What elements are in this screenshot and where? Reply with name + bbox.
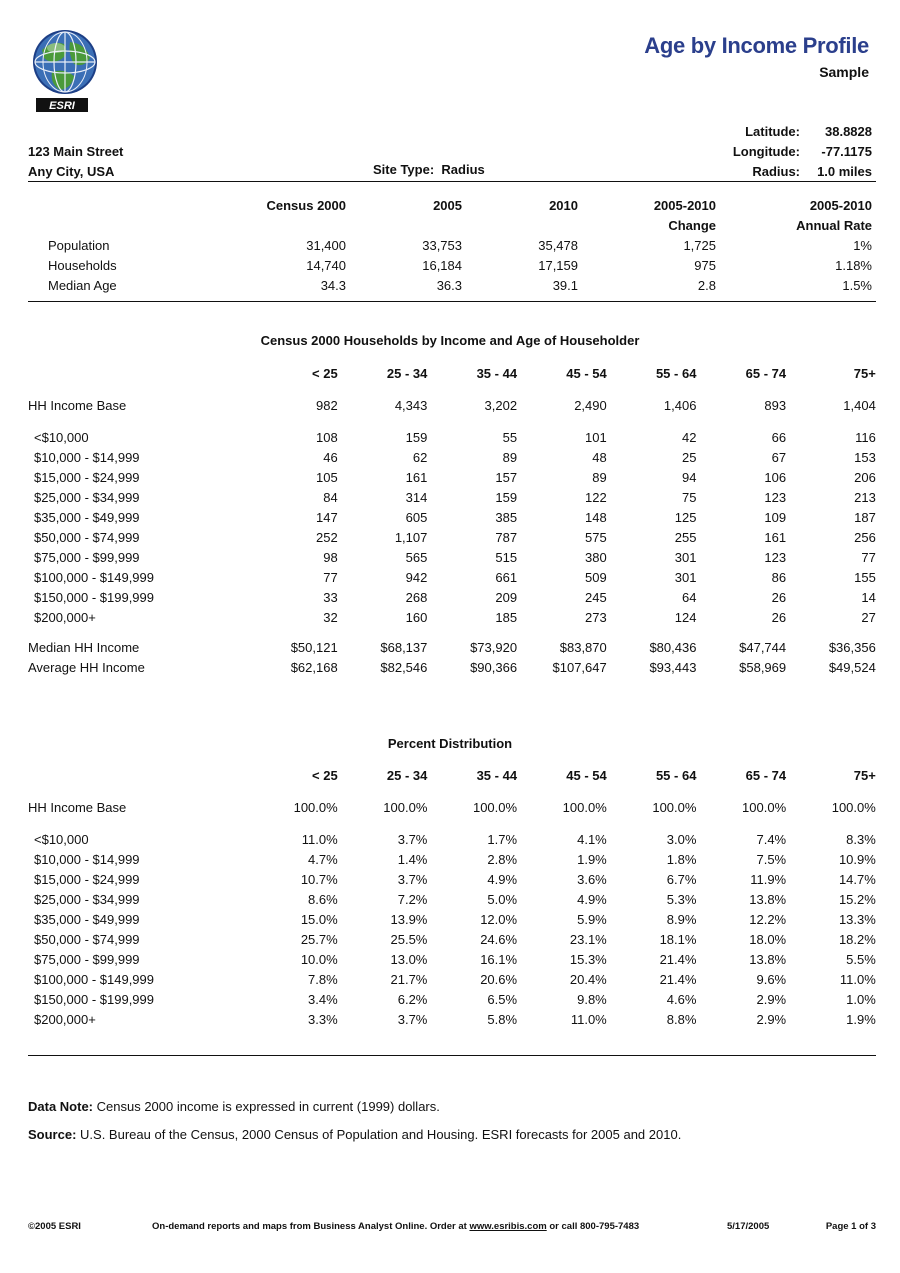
cell: 106 xyxy=(764,470,787,485)
cell: 13.9% xyxy=(390,912,428,927)
site-coordinates xyxy=(733,122,872,182)
cell: 3.7% xyxy=(397,872,428,887)
cell: 565 xyxy=(405,550,428,565)
cell: 268 xyxy=(405,590,428,605)
table-row xyxy=(28,608,876,628)
cell: 89 xyxy=(502,450,518,465)
cell: 942 xyxy=(405,570,428,585)
cell: 4.9% xyxy=(577,892,607,907)
cell: 48 xyxy=(592,450,607,465)
census-table-title: Census 2000 Households by Income and Age of Householder xyxy=(260,333,640,348)
site-type-label: Site Type: xyxy=(373,162,435,177)
cell: $68,137 xyxy=(380,640,428,655)
summary-row-households: Households 14,740 16,184 17,159 975 1.18% xyxy=(48,258,872,273)
row-label: $150,000 - $199,999 xyxy=(34,992,154,1007)
cell: 11.0% xyxy=(839,972,876,987)
cell: 77 xyxy=(323,570,338,585)
table-row xyxy=(28,568,876,588)
cell: 13.3% xyxy=(838,912,876,927)
row-label: $35,000 - $49,999 xyxy=(34,510,140,525)
cell: 256 xyxy=(854,530,876,545)
cell: 11.0% xyxy=(570,1012,607,1027)
summary-col-2005: 2005 xyxy=(433,198,462,213)
cell: 16.1% xyxy=(480,952,518,967)
cell: 27 xyxy=(861,610,876,625)
cell: 122 xyxy=(585,490,607,505)
cell: 5.3% xyxy=(666,892,697,907)
cell: 245 xyxy=(585,590,607,605)
cell: 7.8% xyxy=(308,972,338,987)
cell: 575 xyxy=(585,530,607,545)
row-label: $100,000 - $149,999 xyxy=(34,972,154,987)
cell: 8.8% xyxy=(666,1012,697,1027)
table-row xyxy=(28,870,876,890)
cell: 108 xyxy=(315,430,338,445)
cell: 89 xyxy=(592,470,607,485)
svg-text:ESRI: ESRI xyxy=(49,100,75,112)
cell: 5.5% xyxy=(846,952,876,967)
cell: 25 - 34 xyxy=(386,366,428,381)
table-header xyxy=(28,364,876,384)
cell: 8.3% xyxy=(846,832,876,847)
cell: 161 xyxy=(405,470,428,485)
table-row-base xyxy=(28,798,876,818)
row-label: $100,000 - $149,999 xyxy=(34,570,154,585)
percent-distribution-table xyxy=(28,766,876,1030)
cell: 2,490 xyxy=(574,398,607,413)
cell: 148 xyxy=(585,510,607,525)
row-label: $35,000 - $49,999 xyxy=(34,912,140,927)
cell: 23.1% xyxy=(569,932,607,947)
summary-col-change: 2005-2010 Change xyxy=(653,198,716,233)
cell: 787 xyxy=(495,530,518,545)
row-label: Median HH Income xyxy=(28,640,140,655)
cell: 385 xyxy=(495,510,518,525)
cell: 314 xyxy=(405,490,428,505)
cell: 45 - 54 xyxy=(566,768,607,783)
cell: 4.6% xyxy=(666,992,697,1007)
cell: 24.6% xyxy=(480,932,518,947)
divider xyxy=(28,181,876,182)
cell: 125 xyxy=(674,510,697,525)
cell: 13.8% xyxy=(749,952,787,967)
cell: 100.0% xyxy=(472,800,518,815)
summary-table xyxy=(28,196,876,296)
summary-row-median-age: Median Age 34.3 36.3 39.1 2.8 1.5% xyxy=(48,278,872,293)
table-row xyxy=(28,548,876,568)
cell: $47,744 xyxy=(739,640,787,655)
cell: 100.0% xyxy=(831,800,876,815)
divider xyxy=(28,1055,876,1056)
data-note xyxy=(28,1099,440,1114)
radius-value: 1.0 miles xyxy=(817,164,872,179)
cell: 3,202 xyxy=(484,398,518,413)
cell: < 25 xyxy=(312,768,338,783)
address-line-2: Any City, USA xyxy=(28,164,115,179)
source-note xyxy=(28,1127,681,1142)
cell: 159 xyxy=(495,490,518,505)
cell: 1.4% xyxy=(397,852,428,867)
site-address xyxy=(28,142,123,182)
row-label: $15,000 - $24,999 xyxy=(34,470,140,485)
cell: 4.9% xyxy=(487,872,518,887)
cell: 380 xyxy=(585,550,607,565)
cell: 20.6% xyxy=(480,972,518,987)
cell: 13.8% xyxy=(749,892,787,907)
table-row xyxy=(28,488,876,508)
cell: 101 xyxy=(585,430,607,445)
cell: 4.7% xyxy=(308,852,338,867)
cell: $58,969 xyxy=(739,660,787,675)
cell: 65 - 74 xyxy=(745,366,787,381)
table-row xyxy=(28,950,876,970)
cell: 7.5% xyxy=(756,852,787,867)
cell: 55 - 64 xyxy=(655,768,697,783)
cell: 5.9% xyxy=(577,912,607,927)
cell: 15.2% xyxy=(838,892,876,907)
percent-table-title: Percent Distribution xyxy=(387,736,513,751)
cell: 4.1% xyxy=(577,832,607,847)
cell: 15.0% xyxy=(300,912,338,927)
cell: 1,107 xyxy=(394,530,428,545)
cell: 55 - 64 xyxy=(655,366,697,381)
cell: 105 xyxy=(315,470,338,485)
row-label: $25,000 - $34,999 xyxy=(34,490,140,505)
cell: 3.3% xyxy=(308,1012,338,1027)
cell: 1.7% xyxy=(487,832,518,847)
cell: 10.7% xyxy=(300,872,338,887)
row-label: Average HH Income xyxy=(28,660,145,675)
cell: 157 xyxy=(495,470,518,485)
census-income-age-table xyxy=(28,364,876,678)
row-label: $15,000 - $24,999 xyxy=(34,872,140,887)
cell: 3.0% xyxy=(666,832,697,847)
table-row-average xyxy=(28,658,876,678)
cell: 6.7% xyxy=(666,872,697,887)
cell: 123 xyxy=(764,550,787,565)
cell: 11.0% xyxy=(301,832,338,847)
cell: 3.4% xyxy=(308,992,338,1007)
summary-col-2010: 2010 xyxy=(549,198,578,213)
row-label: $200,000+ xyxy=(34,1012,96,1027)
cell: 55 xyxy=(502,430,518,445)
cell: $90,366 xyxy=(470,660,518,675)
table-row xyxy=(28,930,876,950)
cell: 159 xyxy=(405,430,428,445)
cell: 64 xyxy=(681,590,697,605)
cell: 32 xyxy=(323,610,338,625)
cell: 155 xyxy=(854,570,876,585)
row-label: $10,000 - $14,999 xyxy=(34,450,140,465)
row-label: HH Income Base xyxy=(28,398,127,413)
cell: 147 xyxy=(315,510,338,525)
cell: 26 xyxy=(771,590,787,605)
cell: 187 xyxy=(854,510,876,525)
cell: 109 xyxy=(764,510,787,525)
cell: 153 xyxy=(854,450,876,465)
cell: 5.0% xyxy=(487,892,518,907)
summary-col-annual-rate: 2005-2010 Annual Rate xyxy=(796,198,872,233)
cell: 3.6% xyxy=(577,872,607,887)
cell: $83,870 xyxy=(559,640,607,655)
cell: 9.6% xyxy=(756,972,787,987)
table-row xyxy=(28,850,876,870)
cell: 3.7% xyxy=(397,832,428,847)
cell: 12.0% xyxy=(480,912,518,927)
cell: 35 - 44 xyxy=(476,366,518,381)
table-row xyxy=(28,1010,876,1030)
row-label: <$10,000 xyxy=(34,430,89,445)
cell: $73,920 xyxy=(470,640,518,655)
cell: 2.8% xyxy=(487,852,518,867)
summary-col-census2000: Census 2000 xyxy=(266,198,346,213)
cell: 1.8% xyxy=(666,852,697,867)
cell: $50,121 xyxy=(290,640,338,655)
cell: 5.8% xyxy=(487,1012,518,1027)
table-row-base xyxy=(28,396,876,416)
cell: $80,436 xyxy=(649,640,697,655)
row-label xyxy=(28,364,248,384)
cell: 3.7% xyxy=(397,1012,428,1027)
cell: 77 xyxy=(861,550,876,565)
cell: 94 xyxy=(681,470,697,485)
summary-header xyxy=(28,196,876,236)
cell: 15.3% xyxy=(569,952,607,967)
row-label: $75,000 - $99,999 xyxy=(34,952,140,967)
cell: 20.4% xyxy=(569,972,607,987)
cell: 35 - 44 xyxy=(476,768,518,783)
cell: 18.1% xyxy=(659,932,697,947)
report-date: 5/17/2005 xyxy=(727,1221,770,1232)
source-label: Source: xyxy=(28,1127,77,1142)
cell: 605 xyxy=(405,510,428,525)
longitude-value: -77.1175 xyxy=(821,144,872,159)
cell: 1,404 xyxy=(843,398,876,413)
cell: $49,524 xyxy=(828,660,876,675)
cell: 100.0% xyxy=(293,800,338,815)
cell: 206 xyxy=(854,470,876,485)
cell: 66 xyxy=(771,430,787,445)
cell: 11.9% xyxy=(750,872,787,887)
source-text: U.S. Bureau of the Census, 2000 Census of Population and Housing. ESRI forecasts for 2005 and 2010. xyxy=(80,1127,682,1142)
cell: 301 xyxy=(674,550,697,565)
cell: $62,168 xyxy=(290,660,338,675)
table-row xyxy=(28,910,876,930)
cell: 2.9% xyxy=(756,992,787,1007)
cell: 124 xyxy=(674,610,697,625)
cell: 67 xyxy=(771,450,787,465)
cell: 12.2% xyxy=(749,912,787,927)
table-row xyxy=(28,508,876,528)
cell: 4,343 xyxy=(394,398,428,413)
globe-icon xyxy=(30,28,100,114)
cell: 75+ xyxy=(853,768,876,783)
row-label: $50,000 - $74,999 xyxy=(34,932,140,947)
cell: 75 xyxy=(681,490,697,505)
cell: 13.0% xyxy=(390,952,428,967)
cell: 893 xyxy=(764,398,787,413)
latitude-label: Latitude: xyxy=(745,124,800,139)
cell: 2.9% xyxy=(756,1012,787,1027)
latitude-value: 38.8828 xyxy=(825,124,872,139)
address-line-1: 123 Main Street xyxy=(28,144,124,159)
report-subtitle: Sample xyxy=(819,64,869,80)
cell: 1.0% xyxy=(846,992,876,1007)
cell: 123 xyxy=(764,490,787,505)
cell: 8.9% xyxy=(666,912,697,927)
row-label: $50,000 - $74,999 xyxy=(34,530,140,545)
cell: 18.0% xyxy=(749,932,787,947)
cell: $107,647 xyxy=(552,660,607,675)
table-header xyxy=(28,766,876,786)
cell: 21.7% xyxy=(390,972,428,987)
cell: 116 xyxy=(855,430,876,445)
cell: 7.2% xyxy=(397,892,428,907)
cell: 209 xyxy=(495,590,518,605)
row-label: $10,000 - $14,999 xyxy=(34,852,140,867)
row-label: $75,000 - $99,999 xyxy=(34,550,140,565)
cell: 100.0% xyxy=(652,800,697,815)
cell: 33 xyxy=(323,590,338,605)
cell: 255 xyxy=(674,530,697,545)
data-note-text: Census 2000 income is expressed in current (1999) dollars. xyxy=(96,1099,440,1114)
cell: 1.9% xyxy=(846,1012,876,1027)
cell: 84 xyxy=(323,490,338,505)
cell: 25.7% xyxy=(300,932,338,947)
table-row xyxy=(28,448,876,468)
longitude-label: Longitude: xyxy=(732,144,800,159)
table-row xyxy=(28,830,876,850)
cell: 25 xyxy=(681,450,697,465)
cell: 301 xyxy=(674,570,697,585)
cell: 100.0% xyxy=(562,800,607,815)
cell: $82,546 xyxy=(380,660,428,675)
cell: 21.4% xyxy=(659,952,697,967)
cell: 10.9% xyxy=(838,852,876,867)
cell: 252 xyxy=(315,530,338,545)
cell: 21.4% xyxy=(659,972,697,987)
report-title: Age by Income Profile xyxy=(644,33,869,58)
cell: 7.4% xyxy=(756,832,787,847)
cell: 6.5% xyxy=(487,992,518,1007)
table-row xyxy=(28,528,876,548)
cell: 45 - 54 xyxy=(566,366,607,381)
cell: 14 xyxy=(861,590,876,605)
cell: 273 xyxy=(585,610,607,625)
table-row xyxy=(28,990,876,1010)
table-row xyxy=(28,428,876,448)
cell: 6.2% xyxy=(397,992,428,1007)
cell: 86 xyxy=(771,570,787,585)
cell: 185 xyxy=(495,610,518,625)
row-label xyxy=(28,766,248,786)
cell: 98 xyxy=(323,550,338,565)
cell: 1,406 xyxy=(663,398,697,413)
cell: 100.0% xyxy=(383,800,428,815)
cell: $93,443 xyxy=(649,660,697,675)
copyright: ©2005 ESRI xyxy=(28,1221,81,1232)
cell: 65 - 74 xyxy=(745,768,787,783)
cell: 160 xyxy=(405,610,428,625)
cell: 25 - 34 xyxy=(386,768,428,783)
esri-logo xyxy=(30,28,100,114)
radius-label: Radius: xyxy=(752,164,800,179)
page-number: Page 1 of 3 xyxy=(825,1221,876,1232)
row-label: <$10,000 xyxy=(34,832,89,847)
cell: 1.9% xyxy=(577,852,607,867)
cell: 515 xyxy=(495,550,518,565)
cell: 14.7% xyxy=(838,872,876,887)
cell: 8.6% xyxy=(308,892,338,907)
row-label: $150,000 - $199,999 xyxy=(34,590,154,605)
cell: 100.0% xyxy=(742,800,787,815)
row-label: $200,000+ xyxy=(34,610,96,625)
table-row-median xyxy=(28,638,876,658)
table-row xyxy=(28,588,876,608)
cell: 25.5% xyxy=(390,932,428,947)
site-type xyxy=(373,162,485,177)
row-label: HH Income Base xyxy=(28,800,127,815)
table-row xyxy=(28,890,876,910)
cell: 9.8% xyxy=(577,992,607,1007)
cell: 509 xyxy=(585,570,607,585)
cell: $36,356 xyxy=(828,640,876,655)
cell: 10.0% xyxy=(300,952,338,967)
site-type-value: Radius xyxy=(441,162,485,177)
table-row xyxy=(28,970,876,990)
data-note-label: Data Note: xyxy=(28,1099,94,1114)
order-link[interactable]: www.esribis.com xyxy=(469,1221,547,1232)
summary-row-population: Population 31,400 33,753 35,478 1,725 1% xyxy=(48,238,872,253)
cell: 213 xyxy=(854,490,876,505)
row-label: $25,000 - $34,999 xyxy=(34,892,140,907)
table-row xyxy=(28,468,876,488)
cell: 161 xyxy=(764,530,787,545)
cell: < 25 xyxy=(312,366,338,381)
cell: 75+ xyxy=(853,366,876,381)
cell: 62 xyxy=(412,450,428,465)
cell: 46 xyxy=(323,450,338,465)
cell: 18.2% xyxy=(838,932,876,947)
cell: 982 xyxy=(315,398,338,413)
ondemand-text: On-demand reports and maps from Business Analyst Online. Order at www.esribis.com or call 800-795-7483 xyxy=(152,1221,640,1232)
cell: 26 xyxy=(771,610,787,625)
cell: 42 xyxy=(681,430,697,445)
divider xyxy=(28,301,876,302)
cell: 661 xyxy=(495,570,518,585)
